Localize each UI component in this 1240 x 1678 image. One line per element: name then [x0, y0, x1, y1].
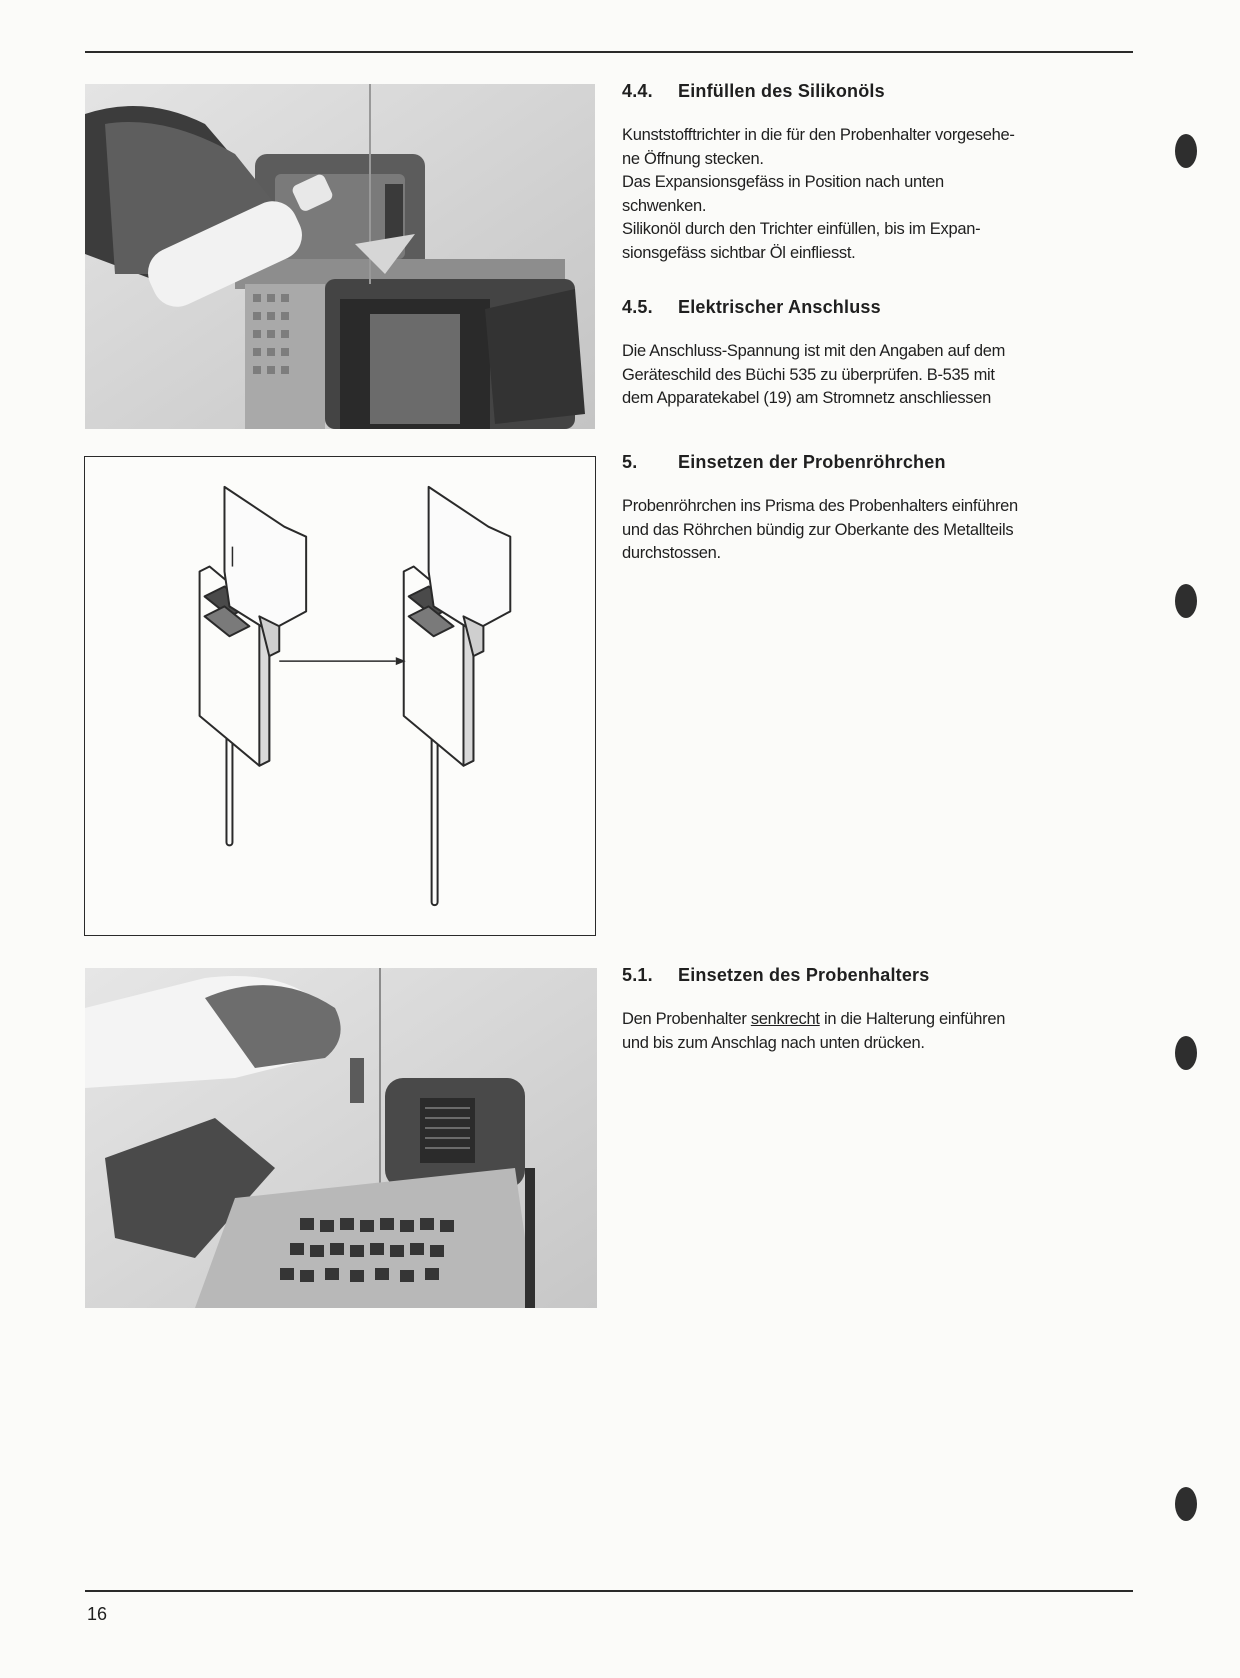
section-5-1-body: [622, 1008, 1122, 1055]
section-5-1-emphasis: senkrecht: [750, 1010, 820, 1028]
section-5-1-text: in die Halterung einführen: [819, 1010, 1006, 1028]
punch-hole: [1175, 134, 1197, 168]
section-4-5-heading: [622, 297, 1122, 318]
photo-filling-silicone-oil-illustration: [85, 84, 595, 429]
section-4-4-line: Kunststofftrichter in die für den Probenhalter vorgesehe-: [622, 126, 1015, 144]
section-5-line: und das Röhrchen bündig zur Oberkante des Metallteils: [622, 520, 1014, 539]
section-4-4-heading: [622, 81, 1122, 102]
punch-hole: [1175, 1036, 1197, 1070]
diagram-sample-tube-insertion: [84, 456, 596, 936]
section-5-1-line: und bis zum Anschlag nach unten drücken.: [622, 1033, 925, 1052]
section-4-4-line: Silikonöl durch den Trichter einfüllen, bis im Expan-: [622, 220, 981, 238]
punch-hole: [1175, 584, 1197, 618]
section-4-4-line: schwenken.: [622, 196, 707, 215]
section-4-5-line: Die Anschluss-Spannung ist mit den Angaben auf dem: [622, 342, 1006, 360]
section-5-line: Probenröhrchen ins Prisma des Probenhalters einführen: [622, 497, 1018, 515]
section-4-5: [622, 297, 1122, 411]
section-4-4-title: Einfüllen des Silikonöls: [678, 81, 885, 101]
holder-before: [200, 487, 307, 846]
section-5-number: 5.: [622, 452, 638, 472]
holder-after: [404, 487, 511, 905]
section-5-title: Einsetzen der Probenröhrchen: [678, 452, 946, 472]
section-5-line: durchstossen.: [622, 544, 721, 562]
diagram-sample-tube-insertion-drawing: [85, 457, 595, 935]
section-4-4-line: ne Öffnung stecken.: [622, 149, 764, 168]
section-5-1-text: Den Probenhalter: [622, 1010, 751, 1028]
section-4-5-title: Elektrischer Anschluss: [678, 297, 881, 317]
bottom-rule: [85, 1590, 1133, 1592]
section-4-4-line: sionsgefäss sichtbar Öl einfliesst.: [622, 243, 856, 262]
photo-inserting-sample-holder: [85, 968, 597, 1308]
section-5-heading: [622, 452, 1122, 473]
section-5: [622, 452, 1122, 566]
section-4-5-body: [622, 340, 1122, 411]
section-5-1-number: 5.1.: [622, 965, 653, 985]
top-rule: [85, 51, 1133, 53]
section-4-4: [622, 81, 1122, 265]
punch-hole: [1175, 1487, 1197, 1521]
photo-filling-silicone-oil: [85, 84, 595, 429]
section-4-4-number: 4.4.: [622, 81, 653, 101]
section-5-1-heading: [622, 965, 1122, 986]
section-4-5-number: 4.5.: [622, 297, 653, 317]
section-4-5-line: Geräteschild des Büchi 535 zu überprüfen. B-535 mit: [622, 365, 995, 384]
photo-inserting-sample-holder-illustration: [85, 968, 597, 1308]
section-5-body: [622, 495, 1122, 566]
section-4-5-line: dem Apparatekabel (19) am Stromnetz anschliessen: [622, 389, 991, 407]
section-5-1-title: Einsetzen des Probenhalters: [678, 965, 930, 985]
section-4-4-line: Das Expansionsgefäss in Position nach unten: [622, 173, 944, 191]
page-number: 16: [87, 1604, 108, 1624]
section-5-1: [622, 965, 1122, 1055]
section-4-4-body: [622, 124, 1122, 265]
